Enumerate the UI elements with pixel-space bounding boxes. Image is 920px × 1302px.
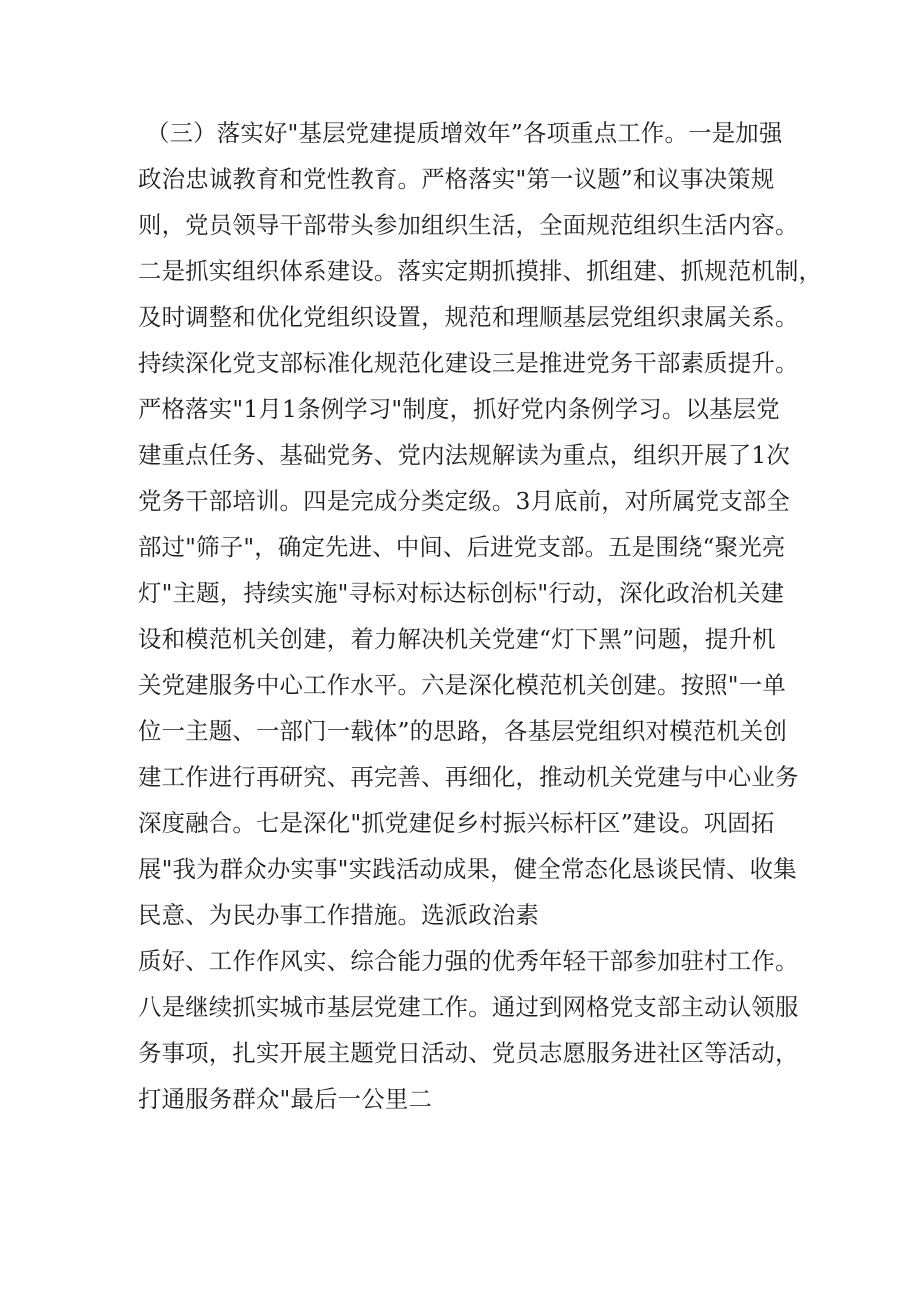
text-line: 位一主题、一部门一载体”的思路，各基层党组织对模范机关创 [138, 717, 788, 745]
text-line: 建工作进行再研究、再完善、再细化，推动机关党建与中心业务 [138, 763, 799, 791]
text-line: （三）落实好"基层党建提质增效年”各项重点工作。一是加强 [146, 119, 783, 147]
text-line: 务事项，扎实开展主题党日活动、党员志愿服务进社区等活动， [138, 1039, 799, 1067]
text-line: 则，党员领导干部带头参加组织生活，全面规范组织生活内容。 [138, 211, 799, 239]
text-line: 设和模范机关创建，着力解决机关党建“灯下黑”问题，提升机 [138, 625, 776, 653]
text-line: 八是继续抓实城市基层党建工作。通过到网格党支部主动认领服 [138, 993, 799, 1021]
text-line: 部过"筛子"，确定先进、中间、后进党支部。五是围绕“聚光亮 [138, 533, 786, 561]
text-line: 严格落实"1月1条例学习"制度，抓好党内条例学习。以基层党 [138, 395, 780, 423]
text-line: 展"我为群众办实事"实践活动成果，健全常态化恳谈民情、收集 [138, 855, 797, 883]
text-line: 及时调整和优化党组织设置，规范和理顺基层党组织隶属关系。 [138, 303, 799, 331]
text-line: 党务干部培训。四是完成分类定级。3月底前，对所属党支部全 [138, 487, 791, 515]
text-line: 二是抓实组织体系建设。落实定期抓摸排、抓组建、抓规范机制， [138, 257, 823, 285]
text-line: 政治忠诚教育和党性教育。严格落实"第一议题”和议事决策规 [138, 165, 775, 193]
text-line: 打通服务群众"最后一公里二 [138, 1085, 433, 1113]
text-line: 关党建服务中心工作水平。六是深化模范机关创建。按照"一单 [138, 671, 786, 699]
text-line: 质好、工作作风实、综合能力强的优秀年轻干部参加驻村工作。 [138, 947, 799, 975]
body-paragraph [138, 110, 823, 1122]
text-line: 持续深化党支部标准化规范化建设三是推进党务干部素质提升。 [138, 349, 799, 377]
text-line: 灯"主题，持续实施"寻标对标达标创标"行动，深化政治机关建 [138, 579, 785, 607]
text-line: 民意、为民办事工作措施。选派政治素 [138, 901, 540, 929]
text-line: 建重点任务、基础党务、党内法规解读为重点，组织开展了1次 [138, 441, 791, 469]
text-line: 深度融合。七是深化"抓党建促乡村振兴标杆区”建设。巩固拓 [138, 809, 775, 837]
